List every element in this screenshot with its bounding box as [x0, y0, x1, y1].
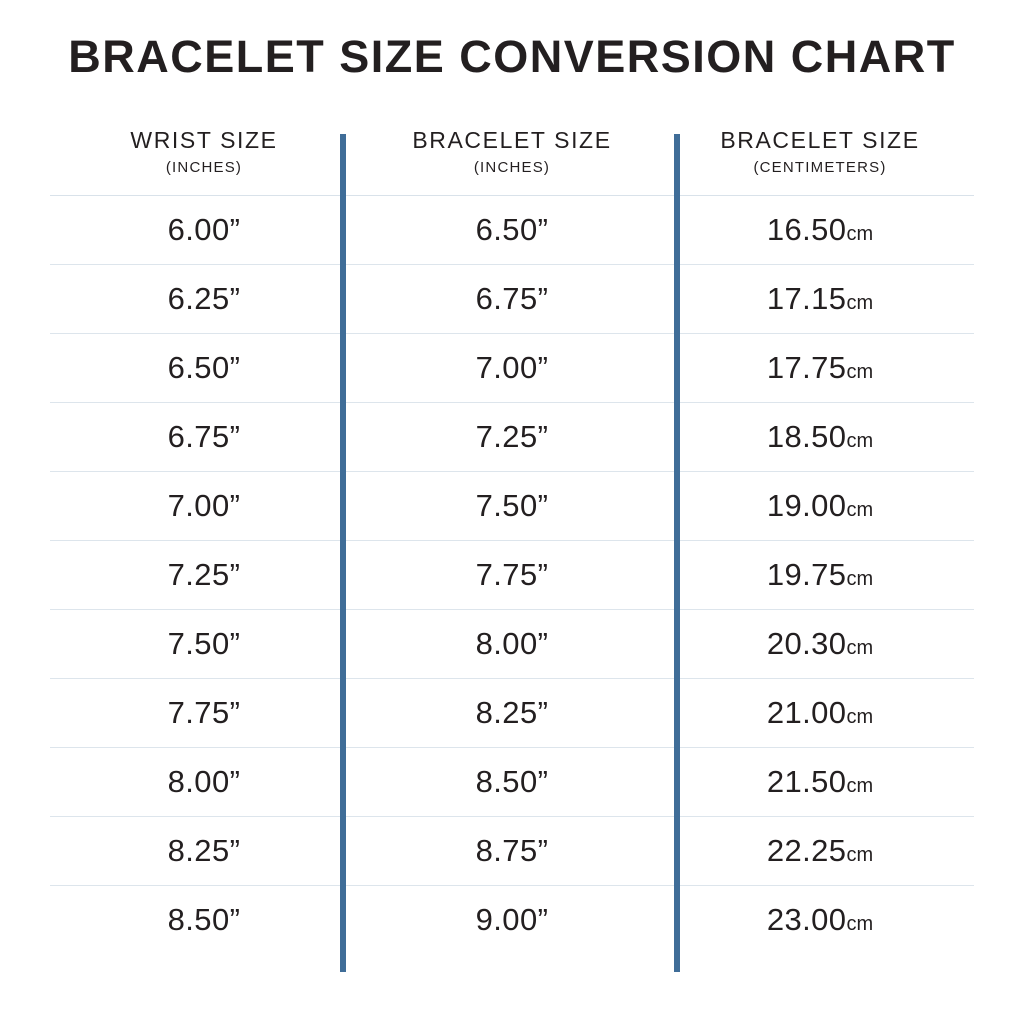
table-row: [50, 817, 974, 886]
cell-wrist-size: 6.75”: [50, 403, 358, 472]
column-header-main-label: BRACELET SIZE: [720, 126, 920, 153]
column-header-main-label: BRACELET SIZE: [412, 126, 612, 153]
cm-unit: cm: [846, 844, 874, 867]
cm-unit: cm: [846, 568, 874, 591]
cell-bracelet-centimeters: [666, 196, 974, 265]
table-header: [50, 126, 974, 196]
cm-unit: cm: [846, 361, 874, 384]
cell-bracelet-inches: 7.50”: [358, 472, 666, 541]
cell-wrist-size: 8.50”: [167, 902, 241, 938]
cell-wrist-size: 6.25”: [50, 265, 358, 334]
cell-bracelet-centimeters: [666, 472, 974, 541]
cell-bracelet-centimeters: [666, 403, 974, 472]
cm-value: 22.25: [766, 833, 847, 869]
cell-wrist-size: 6.00”: [50, 196, 358, 265]
cm-value: 21.00: [766, 695, 847, 731]
table-row: [50, 265, 974, 334]
cell-bracelet-inches: 7.00”: [358, 334, 666, 403]
cell-bracelet-inches: 8.50”: [358, 748, 666, 817]
cell-bracelet-inches: 7.25”: [358, 403, 666, 472]
cm-value: 17.15: [766, 281, 847, 317]
column-header-main-label: WRIST SIZE: [130, 126, 278, 153]
cell-bracelet-centimeters: [666, 265, 974, 334]
cell-bracelet-inches: 8.25”: [358, 679, 666, 748]
cm-unit: cm: [846, 292, 874, 315]
cell-wrist-size: 7.00”: [50, 472, 358, 541]
cell-wrist-size: 8.25”: [50, 817, 358, 886]
table-body: [50, 196, 974, 955]
cm-value: 21.50: [766, 764, 847, 800]
cm-unit: cm: [846, 637, 874, 660]
cm-value: 16.50: [766, 212, 847, 248]
conversion-table-container: [50, 126, 974, 955]
column-header-wrist-size: [50, 126, 358, 196]
cell-wrist-size: 7.50”: [50, 610, 358, 679]
table-row: [50, 679, 974, 748]
conversion-table: [50, 126, 974, 955]
cell-bracelet-centimeters: [666, 748, 974, 817]
cell-wrist-size: 6.50”: [50, 334, 358, 403]
cell-wrist-size: 8.00”: [50, 748, 358, 817]
table-header-row: [50, 126, 974, 196]
column-header-bracelet-size-inches: [358, 126, 666, 196]
cm-unit: cm: [846, 775, 874, 798]
cm-value: 18.50: [766, 419, 847, 455]
cell-bracelet-inches: 8.75”: [358, 817, 666, 886]
table-row: [50, 196, 974, 265]
column-header-sub-label: (INCHES): [165, 159, 243, 177]
cm-value: 19.00: [766, 488, 847, 524]
cm-value: 19.75: [766, 557, 847, 593]
cm-value: 17.75: [766, 350, 847, 386]
cm-unit: cm: [846, 706, 874, 729]
cell-bracelet-inches: 7.75”: [358, 541, 666, 610]
cell-bracelet-centimeters: [666, 679, 974, 748]
cell-bracelet-centimeters: [666, 541, 974, 610]
cell-wrist-size: 7.75”: [50, 679, 358, 748]
column-header-sub-label: (INCHES): [473, 159, 551, 177]
table-row: [50, 334, 974, 403]
cm-value: 20.30: [766, 626, 847, 662]
cm-unit: cm: [846, 913, 874, 936]
cell-bracelet-inches: 8.00”: [358, 610, 666, 679]
cm-unit: cm: [846, 430, 874, 453]
cell-bracelet-centimeters: [666, 610, 974, 679]
column-divider-2: [674, 134, 680, 973]
table-row: [50, 610, 974, 679]
table-row: [50, 403, 974, 472]
cm-value: 23.00: [766, 902, 847, 938]
table-row: [50, 541, 974, 610]
column-header-sub-label: (CENTIMETERS): [753, 159, 887, 177]
column-divider-1: [340, 134, 346, 973]
cell-bracelet-centimeters: [666, 886, 974, 955]
cell-bracelet-inches: 6.50”: [358, 196, 666, 265]
cell-bracelet-inches: 9.00”: [475, 902, 549, 938]
cm-unit: cm: [846, 499, 874, 522]
table-row: [50, 748, 974, 817]
cm-unit: cm: [846, 223, 874, 246]
column-header-bracelet-size-centimeters: [666, 126, 974, 196]
cell-wrist-size: 7.25”: [50, 541, 358, 610]
table-row: [50, 886, 974, 955]
cell-bracelet-inches: 6.75”: [358, 265, 666, 334]
cell-bracelet-centimeters: [666, 817, 974, 886]
page-title: BRACELET SIZE CONVERSION CHART: [68, 31, 956, 82]
table-row: [50, 472, 974, 541]
cell-bracelet-centimeters: [666, 334, 974, 403]
